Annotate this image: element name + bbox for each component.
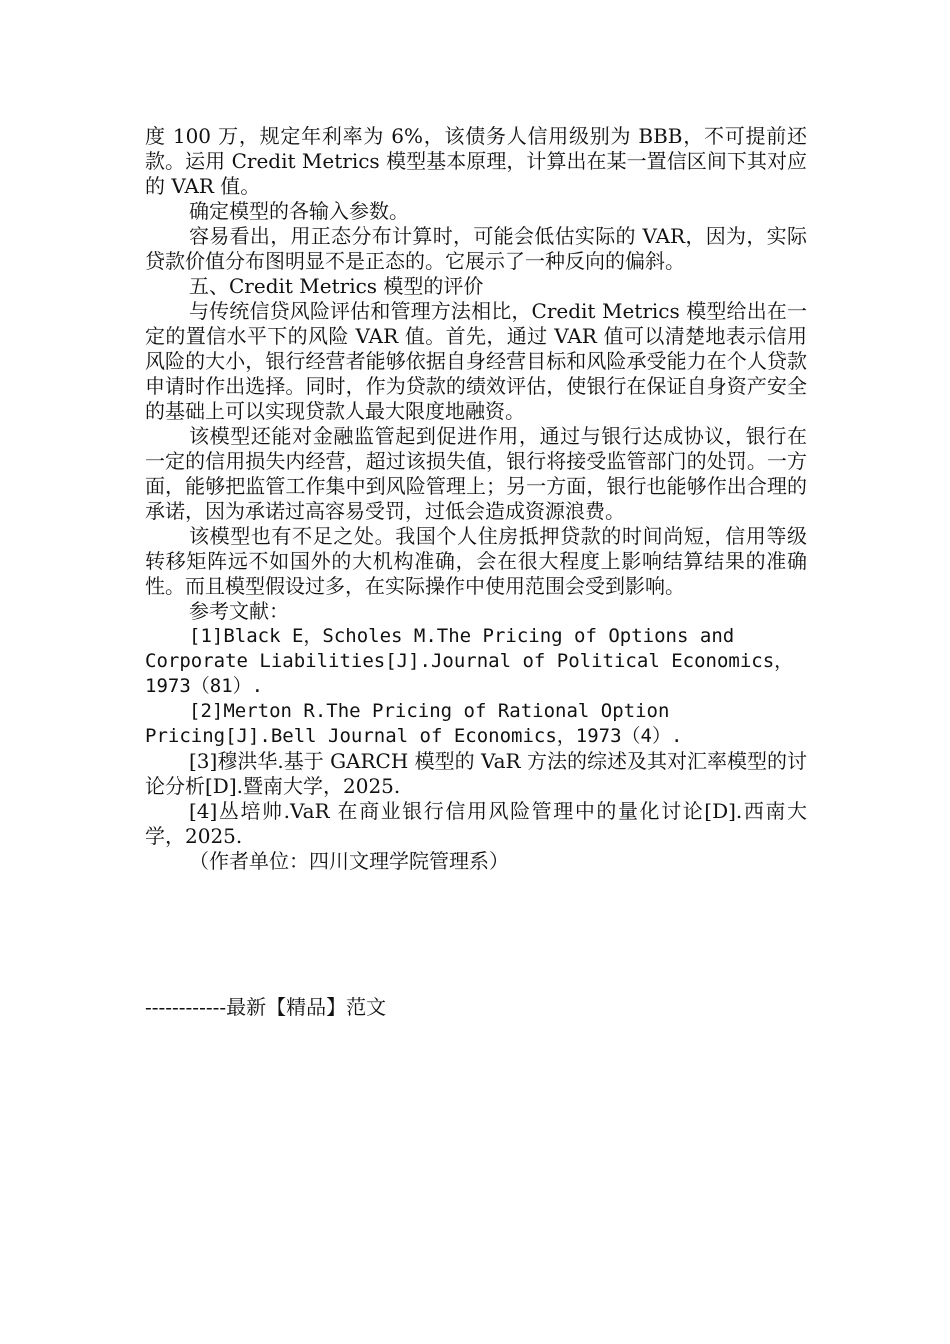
paragraph-regulation: 该模型还能对金融监管起到促进作用，通过与银行达成协议，银行在一定的信用损失内经营，超过该损失值，银行将接受监管部门的处罚。一方面，能够把监管工作集中到风险管理上；另一方面，银行也能够作出合理的承诺，因为承诺过高容易受罚，过低会造成资源浪费。 bbox=[145, 424, 807, 523]
reference-item-1: [1]Black E，Scholes M.The Pricing of Options and Corporate Liabilities[J].Journal of Political Economics，1973（81）. bbox=[145, 625, 794, 697]
article-body bbox=[145, 124, 807, 874]
paragraph-normal-distribution: 容易看出，用正态分布计算时，可能会低估实际的 VAR，因为，实际贷款价值分布图明显不是正态的。它展示了一种反向的偏斜。 bbox=[145, 224, 807, 273]
reference-item-2: [2]Merton R.The Pricing of Rational Option Pricing[J].Bell Journal of Economics，1973（4）. bbox=[145, 700, 683, 747]
section-heading-evaluation: 五、Credit Metrics 模型的评价 bbox=[189, 274, 484, 298]
references-heading: 参考文献： bbox=[189, 599, 289, 623]
paragraph-input-params: 确定模型的各输入参数。 bbox=[189, 199, 409, 223]
reference-item-4: [4]丛培帅.VaR 在商业银行信用风险管理中的量化讨论[D].西南大学，2025. bbox=[145, 799, 807, 848]
paragraph-continued: 度 100 万，规定年利率为 6%，该债务人信用级别为 BBB，不可提前还款。运用 Credit Metrics 模型基本原理，计算出在某一置信区间下其对应的 VAR 值。 bbox=[145, 124, 807, 198]
reference-item-3: [3]穆洪华.基于 GARCH 模型的 VaR 方法的综述及其对汇率模型的讨论分析[D].暨南大学，2025. bbox=[145, 749, 807, 798]
author-affiliation: （作者单位：四川文理学院管理系） bbox=[189, 849, 509, 873]
footer-label: ------------最新【精品】范文 bbox=[145, 995, 387, 1019]
paragraph-shortcomings: 该模型也有不足之处。我国个人住房抵押贷款的时间尚短，信用等级转移矩阵远不如国外的大机构准确，会在很大程度上影响结算结果的准确性。而且模型假设过多，在实际操作中使用范围会受到影响。 bbox=[145, 524, 807, 598]
paragraph-comparison: 与传统信贷风险评估和管理方法相比，Credit Metrics 模型给出在一定的置信水平下的风险 VAR 值。首先，通过 VAR 值可以清楚地表示信用风险的大小，银行经营者能够依据自身经营目标和风险承受能力在个人贷款申请时作出选择。同时，作为贷款的绩效评估，使银行在保证自身资产安全的基础上可以实现贷款人最大限度地融资。 bbox=[145, 299, 807, 423]
